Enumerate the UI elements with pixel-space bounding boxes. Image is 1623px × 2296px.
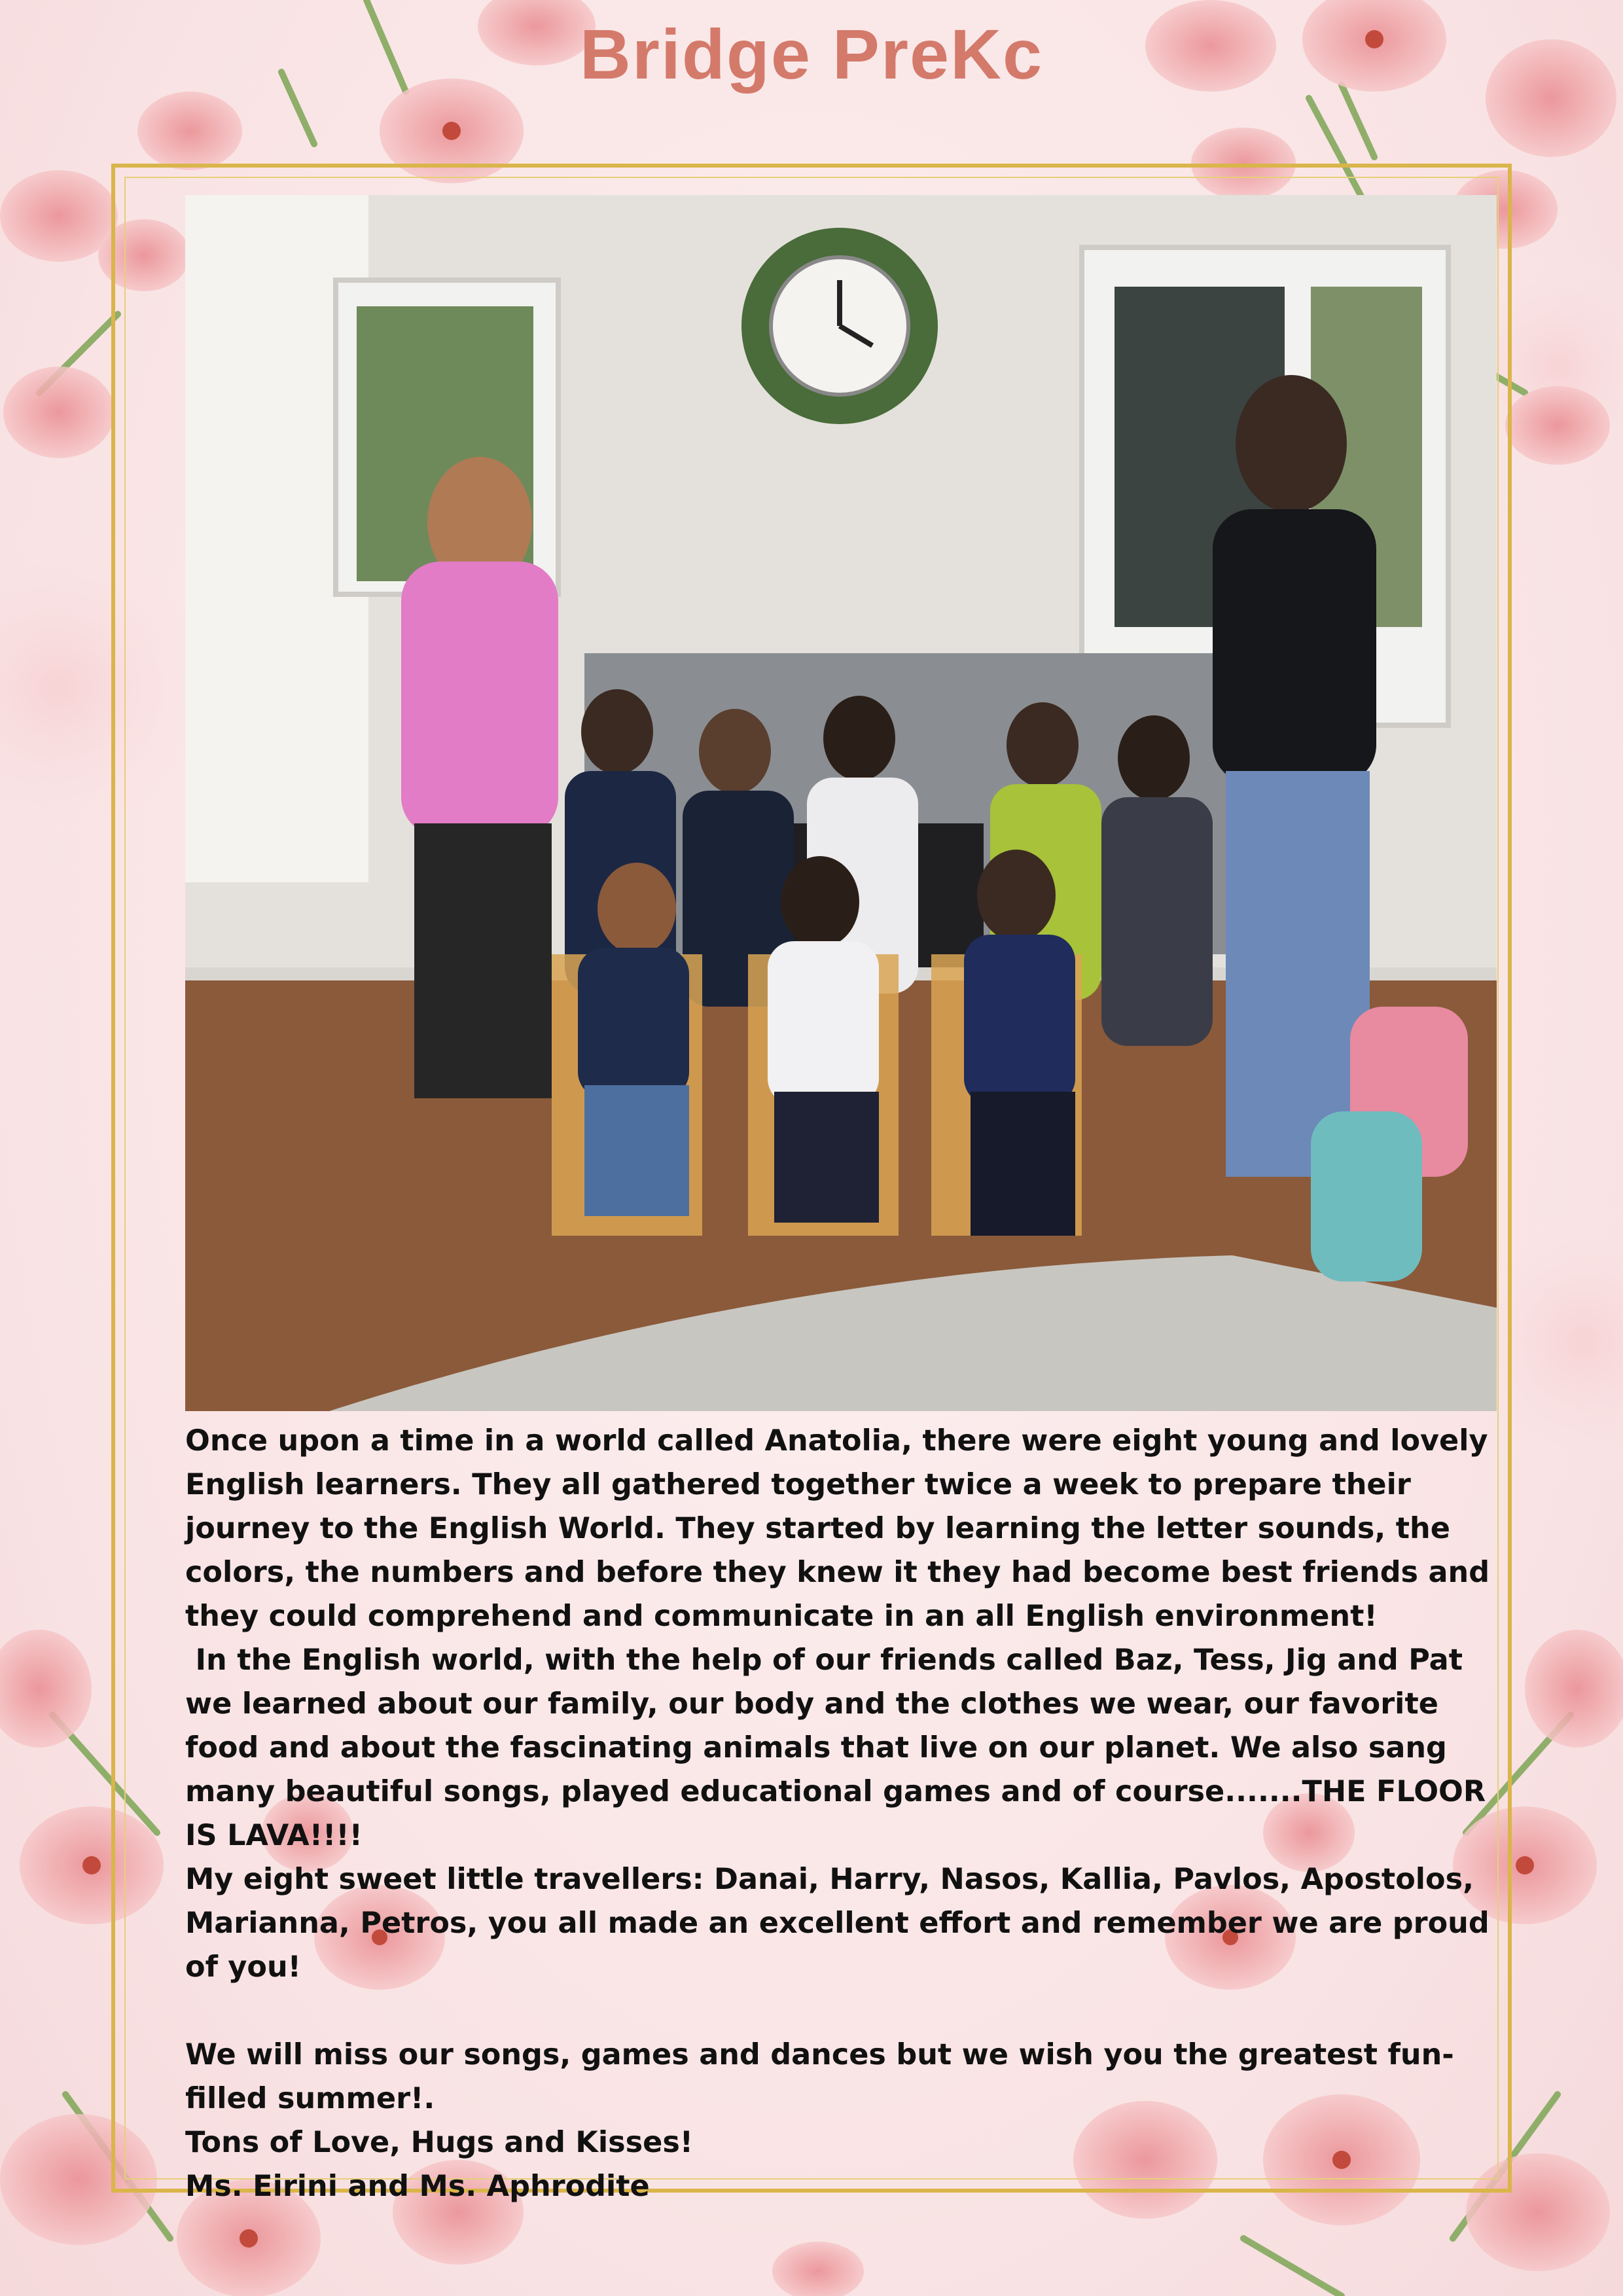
letter-paragraph-3: My eight sweet little travellers: Danai, Harry, Nasos, Kallia, Pavlos, Apostolos, Marianna, Petros, you all made an excellent effort and remember we are proud of you! [185,1863,1500,1984]
page-title: Bridge PreKc [579,14,1044,94]
letter-body [185,1419,1507,2208]
letter-paragraph-4: We will miss our songs, games and dances but we wish you the greatest fun-filled summer!. [185,2038,1454,2115]
letter-closing: Tons of Love, Hugs and Kisses! [185,2126,694,2159]
class-group-photo [185,195,1497,1411]
letter-paragraph-2: In the English world, with the help of our friends called Baz, Tess, Jig and Pat we learned about our family, our body and the clothes we wear, our favorite food and about the fascinating animals that live on our planet. We also sang many beautiful songs, played educational games and of course.......THE FLOOR IS LAVA!!!! [185,1643,1496,1852]
letter-blank-line [185,1989,1507,2033]
letter-paragraph-1: Once upon a time in a world called Anatolia, there were eight young and lovely English learners. They all gathered together twice a week to prepare their journey to the English World. They started by learning the letter sounds, the colors, the numbers and before they knew it they had become best friends and they could comprehend and communicate in an all English environment! [185,1424,1500,1633]
letter-signature: Ms. Eirini and Ms. Aphrodite [185,2170,650,2203]
